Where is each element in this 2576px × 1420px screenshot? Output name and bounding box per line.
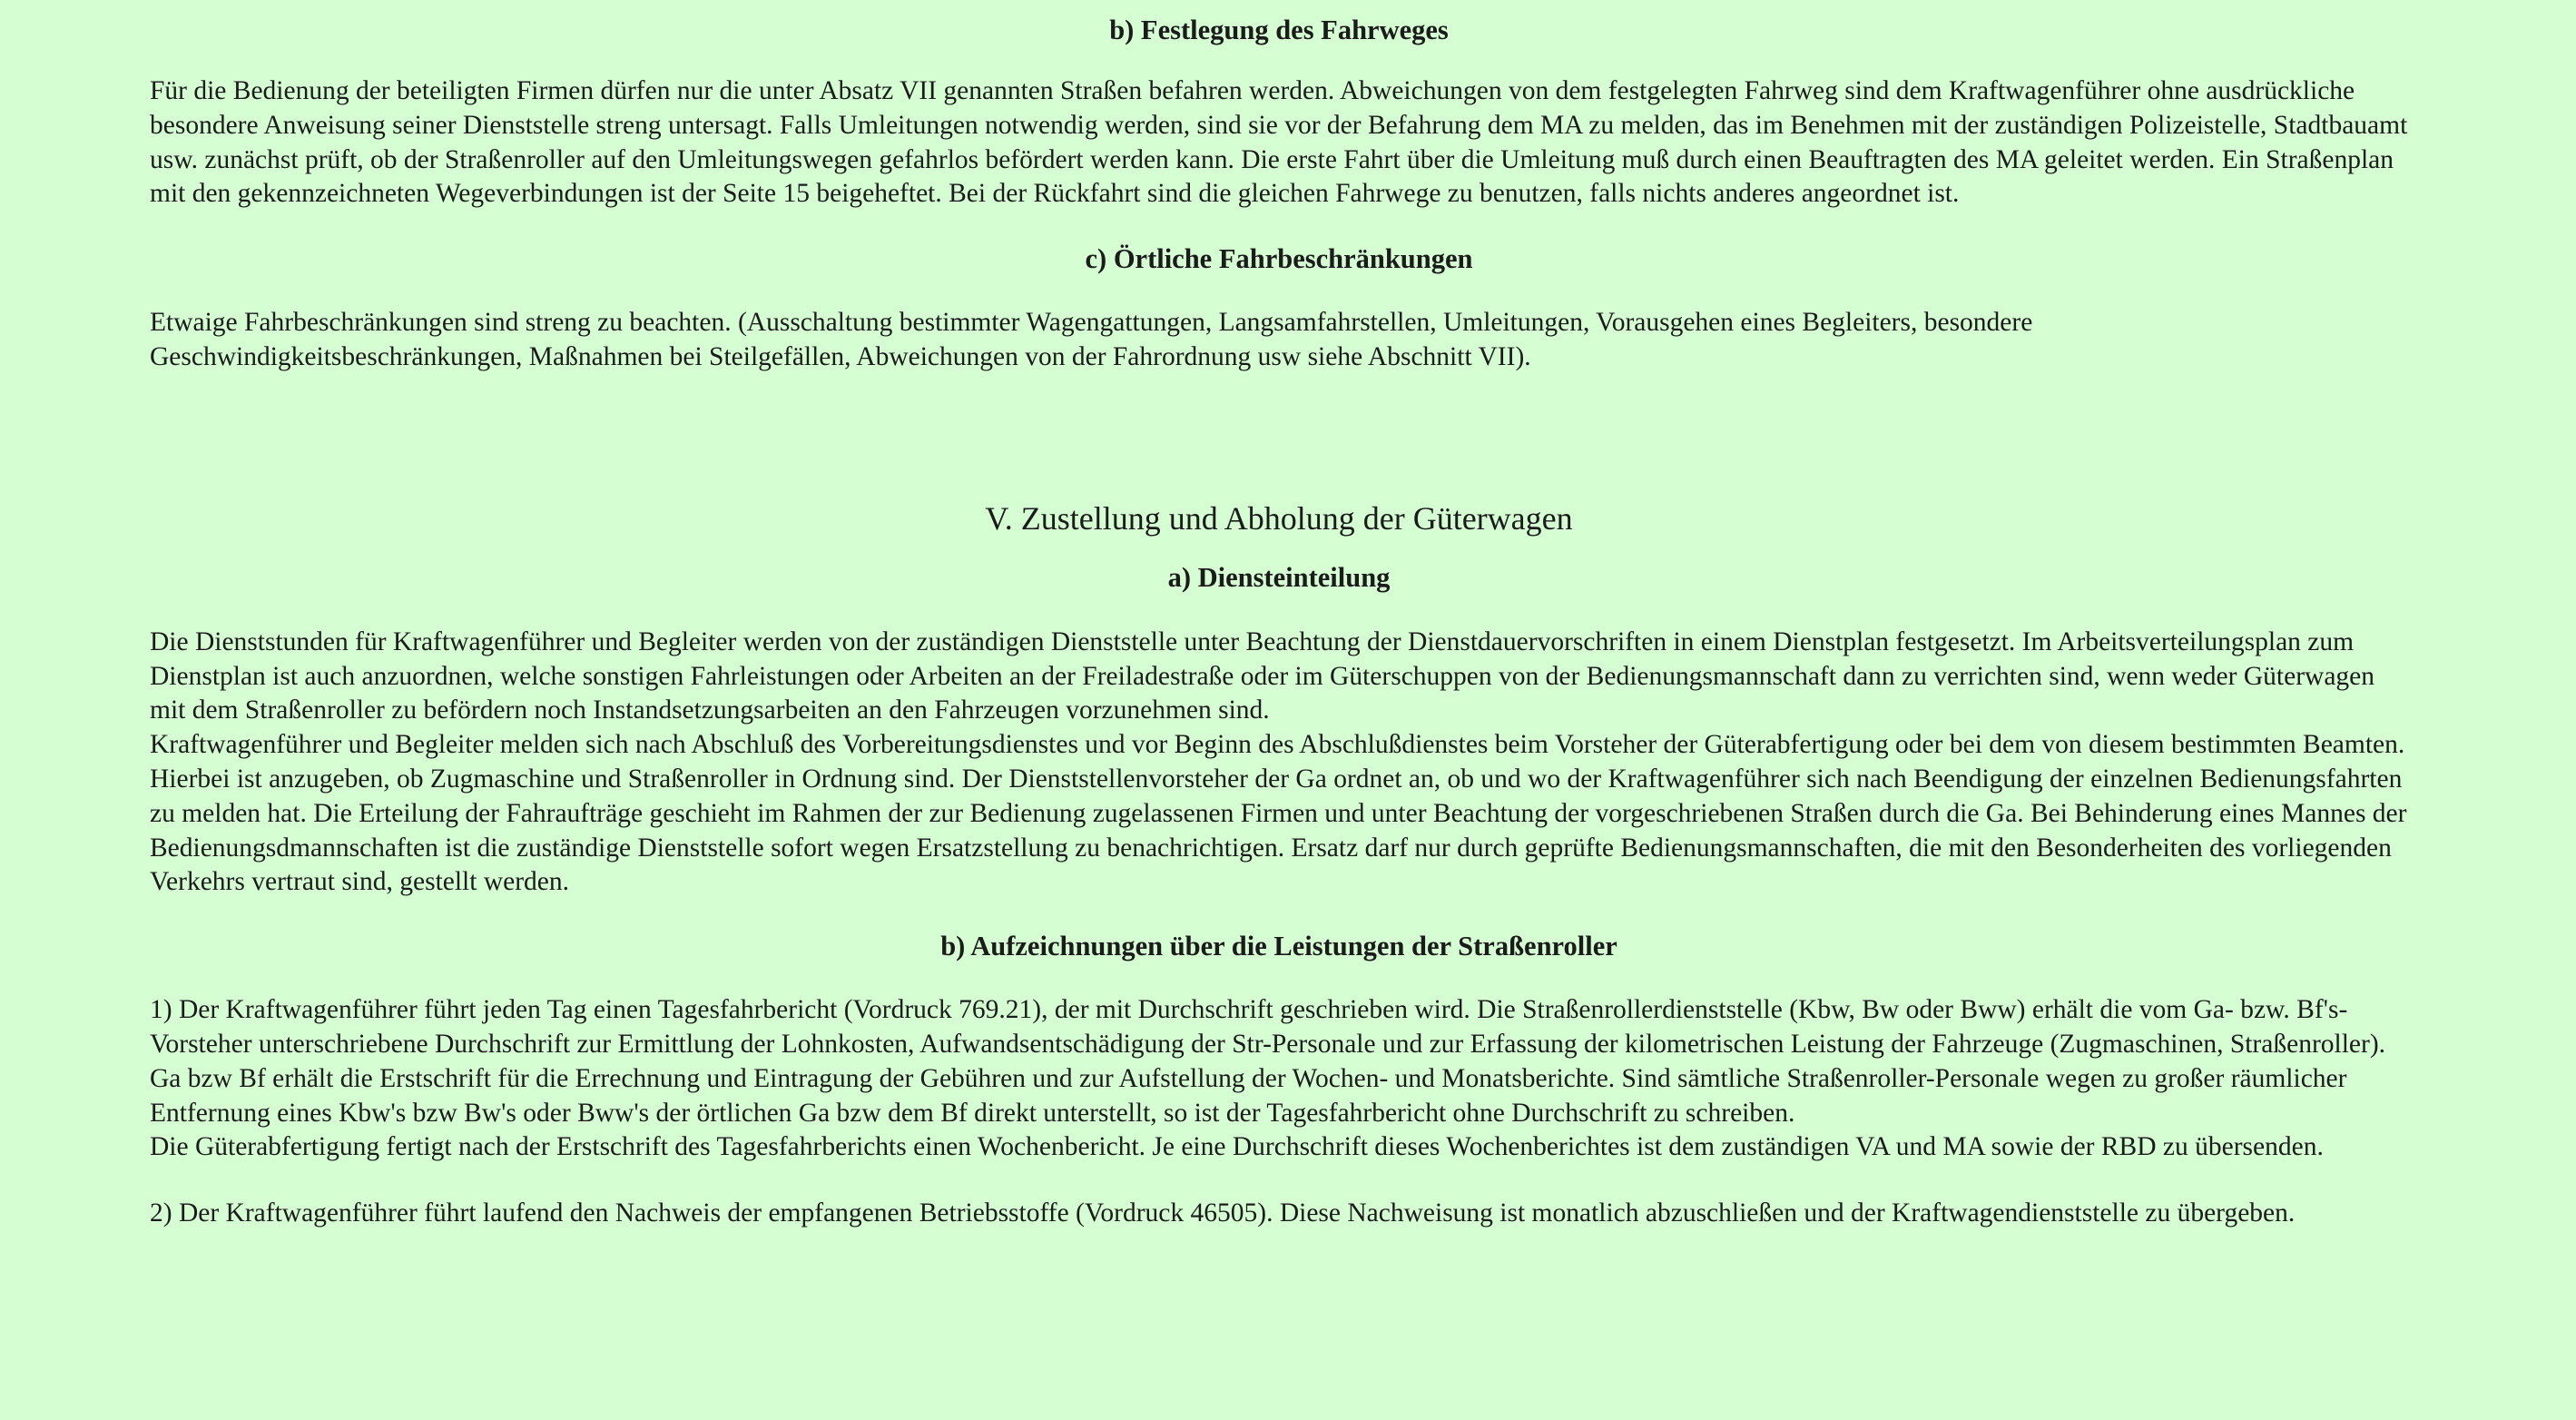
paragraph-fahrweg: Für die Bedienung der beteiligten Firmen dürfen nur die unter Absatz VII genannten Straßen befahren werden. Abweichungen von dem festgelegten Fahrweg sind dem Kraftwagenführer ohne ausdrückliche besondere Anweisung seiner Dienststelle streng untersagt. Falls Umleitungen notwendig werden, sind sie vor der Befahrung dem MA zu melden, das im Benehmen mit der zuständigen Polizeistelle, Stadtbauamt usw. zunächst prüft, ob der Straßenroller auf den Umleitungswegen gefahrlos befördert werden kann. Die erste Fahrt über die Umleitung muß durch einen Beauftragten des MA geleitet werden. Ein Straßenplan mit den gekennzeichneten Wegeverbindungen ist der Seite 15 beigeheftet. Bei der Rückfahrt sind die gleichen Fahrwege zu benutzen, falls nichts anderes angeordnet ist. xyxy=(150,76,2408,209)
paragraph-tagesfahrbericht: 1) Der Kraftwagenführer führt jeden Tag einen Tagesfahrbericht (Vordruck 769.21), der mit Durchschrift geschrieben wird. Die Straßenrollerdienststelle (Kbw, Bw oder Bww) erhält die vom Ga- bzw. Bf's-Vorsteher unterschriebene Durchschrift zur Ermittlung der Lohnkosten, Aufwandsentschädigung der Str-Personale und zur Erfassung der kilometrischen Leistung der Fahrzeuge (Zugmaschinen, Straßenroller). Ga bzw Bf erhält die Erstschrift für die Errechnung und Eintragung der Gebühren und zur Aufstellung der Wochen- und Monatsberichte. Sind sämtliche Straßenroller-Personale wegen zu großer räumlicher Entfernung eines Kbw's bzw Bw's oder Bww's der örtlichen Ga bzw dem Bf direkt unterstellt, so ist der Tagesfahrbericht ohne Durchschrift zu schreiben. xyxy=(150,995,2386,1128)
heading-diensteinteilung: a) Diensteinteilung xyxy=(1167,561,1391,593)
paragraph-betriebsstoffe: 2) Der Kraftwagenführer führt laufend den Nachweis der empfangenen Betriebsstoffe (Vordruck 46505). Diese Nachweisung ist monatlich abzuschließen und der Kraftwagendienststelle zu übergeben. xyxy=(150,1198,2296,1228)
paragraph-wochenbericht: Die Güterabfertigung fertigt nach der Erstschrift des Tagesfahrberichts einen Wochenbericht. Je eine Durchschrift dieses Wochenberichtes ist dem zuständigen VA und MA sowie der RBD zu übersenden. xyxy=(150,1132,2324,1162)
paragraph-dienststunden: Die Dienststunden für Kraftwagenführer und Begleiter werden von der zuständigen Dienststelle unter Beachtung der Dienstdauervorschriften in einem Dienstplan festgesetzt. Im Arbeitsverteilungsplan zum Dienstplan ist auch anzuordnen, welche sonstigen Fahrleistungen oder Arbeiten an der Freiladestraße oder im Güterschuppen von der Bedienungsmannschaft dann zu verrichten sind, wenn weder Güterwagen mit dem Straßenroller zu befördern noch Instandsetzungsarbeiten an den Fahrzeugen vorzunehmen sind. xyxy=(150,626,2375,725)
paragraph-fahrbeschraenkungen: Etwaige Fahrbeschränkungen sind streng zu beachten. (Ausschaltung bestimmter Wagengattungen, Langsamfahrstellen, Umleitungen, Vorausgehen eines Begleiters, besondere Geschwindigkeitsbeschränkungen, Maßnahmen bei Steilgefällen, Abweichungen von der Fahrordnung usw siehe Abschnitt VII). xyxy=(150,308,2033,371)
document-page xyxy=(0,13,2576,1420)
heading-oertliche-fahrbeschraenkungen: c) Örtliche Fahrbeschränkungen xyxy=(1085,243,1473,275)
paragraph-meldung-kraftwagenfuehrer: Kraftwagenführer und Begleiter melden sich nach Abschluß des Vorbereitungsdienstes und vor Beginn des Abschlußdienstes beim Vorsteher der Güterabfertigung oder bei dem von diesem bestimmten Beamten. Hierbei ist anzugeben, ob Zugmaschine und Straßenroller in Ordnung sind. Der Dienststellenvorsteher der Ga ordnet an, ob und wo der Kraftwagenführer sich nach Beendigung der einzelnen Bedienungsfahrten zu melden hat. Die Erteilung der Fahraufträge geschieht im Rahmen der zur Bedienung zugelassenen Firmen und unter Beachtung der vorgeschriebenen Straßen durch die Ga. Bei Behinderung eines Mannes der Bedienungsdmannschaften ist die zuständige Dienststelle sofort wegen Ersatzstellung zu benachrichtigen. Ersatz darf nur durch geprüfte Bedienungsmannschaften, die mit den Besonderheiten des vorliegenden Verkehrs vertraut sind, gestellt werden. xyxy=(150,730,2407,897)
heading-festlegung-des-fahrweges: b) Festlegung des Fahrweges xyxy=(1109,15,1449,45)
heading-part-v-zustellung: V. Zustellung und Abholung der Güterwagen xyxy=(985,499,1573,537)
heading-aufzeichnungen-leistungen: b) Aufzeichnungen über die Leistungen der Straßenroller xyxy=(940,931,1617,962)
